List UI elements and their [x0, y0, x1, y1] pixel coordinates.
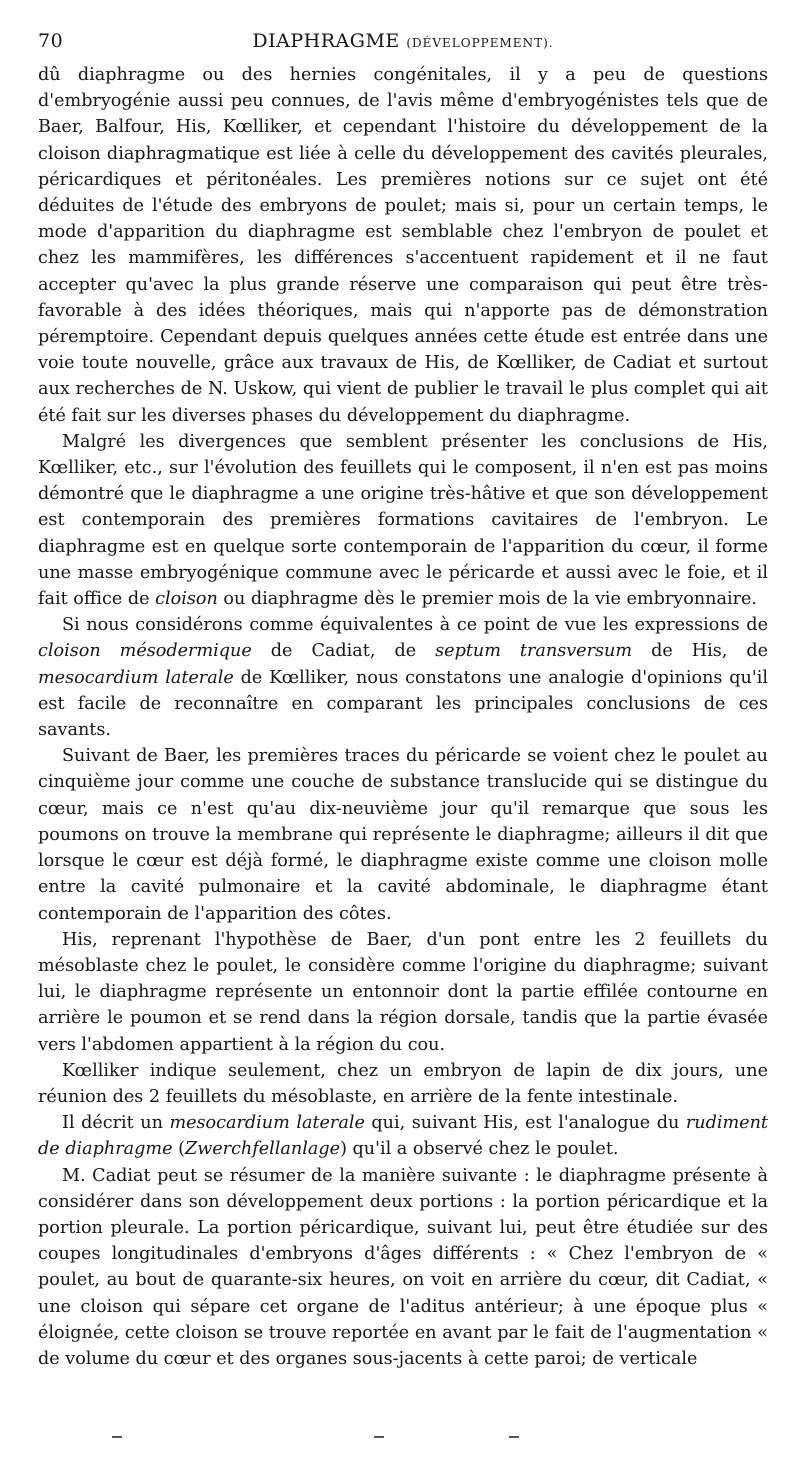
page-number: 70 — [38, 30, 64, 52]
running-head-subtitle: (DÉVELOPPEMENT). — [406, 36, 554, 50]
paragraph-4: Suivant de Baer, les premières traces du péricarde se voient chez le poulet au cinquième jour comme une couche de substance translucide qui se distingue du cœur, mais ce n'est qu'au dix-neuvième jour qu'il remarque que sous les poumons on trouve la membrane qui représente le diaphragme; ailleurs il dit que lorsque le cœur est déjà formé, le diaphragme existe comme une cloison molle entre la cavité pulmonaire et la cavité abdominale, le diaphragme étant contemporain de l'apparition des côtes. — [38, 746, 768, 924]
footer-mark — [509, 1436, 519, 1438]
paragraph-6: Kœlliker indique seulement, chez un embryon de lapin de dix jours, une réunion des 2 feuillets du mésoblaste, en arrière de la fente intestinale. — [38, 1060, 768, 1107]
running-head — [38, 30, 768, 52]
paragraph-7: Il décrit un mesocardium laterale qui, suivant His, est l'analogue du rudiment de diaphragme (Zwerchfellanlage) qu'il a observé chez le poulet. — [38, 1113, 768, 1160]
paragraph-5: His, reprenant l'hypothèse de Baer, d'un pont entre les 2 feuillets du mésoblaste chez le poulet, le considère comme l'origine du diaphragme; suivant lui, le diaphragme représente un entonnoir dont la partie effilée contourne en arrière le poumon et se rend dans la région dorsale, tandis que la partie évasée vers l'abdomen appartient à la région du cou. — [38, 929, 768, 1055]
paragraph-3: Si nous considérons comme équivalentes à ce point de vue les expressions de cloison mésodermique de Cadiat, de septum transversum de His, de mesocardium laterale de Kœlliker, nous constatons une analogie d'opinions qu'il est facile de reconnaître en comparant les principales conclusions de ces savants. — [38, 615, 769, 741]
running-head-title: DIAPHRAGME — [252, 30, 400, 52]
paragraph-1: dû diaphragme ou des hernies congénitales, il y a peu de questions d'embryogénie aussi peu connues, de l'avis même d'embryogénistes tels que de Baer, Balfour, His, Kœlliker, et cependant l'histoire du développement de la cloison diaphragmatique est liée à celle du développement des cavités pleurales, péricardiques et péritonéales. Les premières notions sur ce sujet ont été déduites de l'étude des embryons de poulet; mais si, pour un certain temps, le mode d'apparition du diaphragme est semblable chez l'embryon de poulet et chez les mammifères, les différences s'accentuent rapidement et il ne faut accepter qu'avec la plus grande réserve une comparaison qui peut être très-favorable à des idées théoriques, mais qui n'apporte pas de démonstration péremptoire. Cependant depuis quelques années cette étude est entrée dans une voie toute nouvelle, grâce aux travaux de His, de Kœlliker, de Cadiat et surtout aux recherches de N. Uskow, qui vient de publier le travail le plus complet qui ait été fait sur les diverses phases du développement du diaphragme. — [38, 65, 768, 426]
footer-mark — [112, 1436, 122, 1438]
body-text — [38, 62, 768, 1372]
page-header — [38, 26, 768, 62]
footer-marks — [0, 1436, 800, 1446]
footer-mark — [374, 1436, 384, 1438]
paragraph-8: M. Cadiat peut se résumer de la manière suivante : le diaphragme présente à considérer dans son développement deux portions : la portion péricardique et la portion pleurale. La portion péricardique, suivant lui, peut être étudiée sur des coupes longitudinales d'embryons d'âges différents : « Chez l'embryon de « poulet, au bout de quarante-six heures, on voit en arrière du cœur, dit Cadiat, « une cloison qui sépare cet organe de l'aditus antérieur; à une époque plus « éloignée, cette cloison se trouve reportée en avant par le fait de l'augmentation « de volume du cœur et des organes sous-jacents à cette paroi; de verticale — [38, 1165, 768, 1369]
paragraph-2: Malgré les divergences que semblent présenter les conclusions de His, Kœlliker, etc., sur l'évolution des feuillets qui le composent, il n'en est pas moins démontré que le diaphragme a une origine très-hâtive et que son développement est contemporain des premières formations cavitaires de l'embryon. Le diaphragme est en quelque sorte contemporain de l'apparition du cœur, il forme une masse embryogénique commune avec le péricarde et aussi avec le foie, et il fait office de cloison ou diaphragme dès le premier mois de la vie embryonnaire. — [38, 431, 768, 610]
